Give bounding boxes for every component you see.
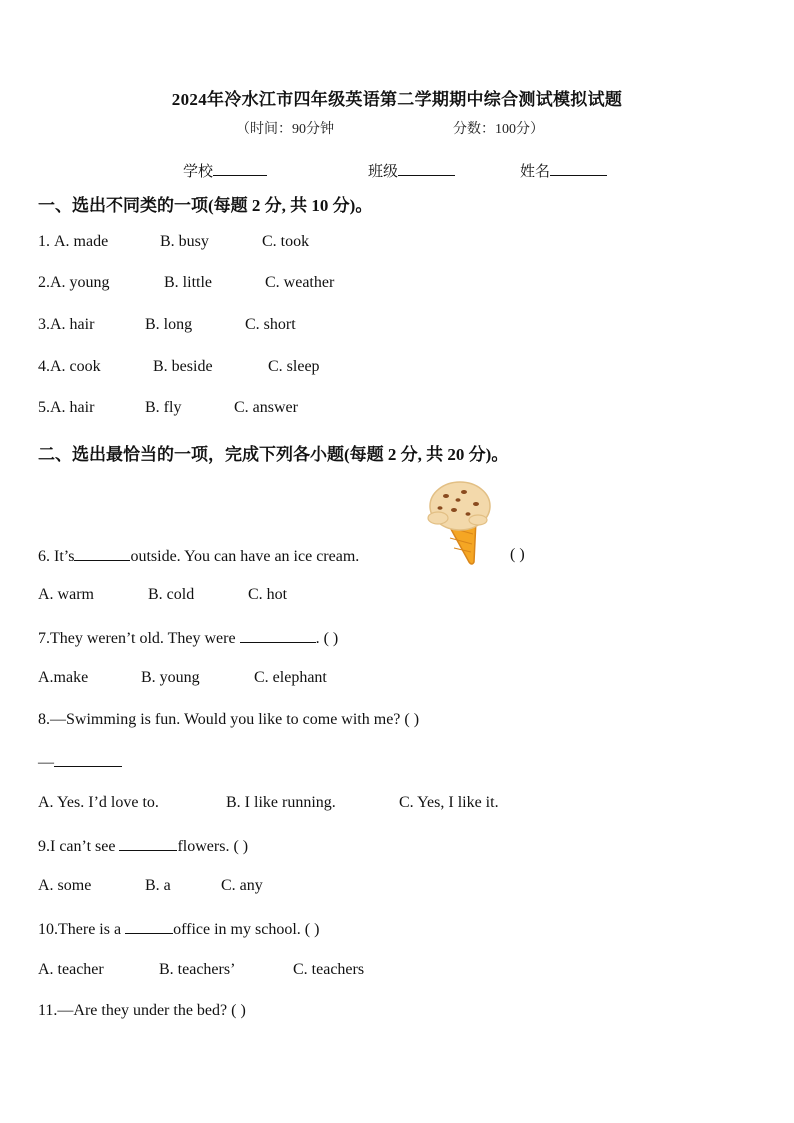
school-blank[interactable] [213,161,267,176]
section2-heading: 二、选出最恰当的一项，完成下列各小题(每题 2 分, 共 20 分)。 [38,445,509,464]
option-c: C. Yes, I like it. [399,794,499,811]
option-c: C. answer [234,399,298,416]
q7-suffix: . ( ) [315,630,339,647]
question-10-options [38,961,364,979]
option-c: C. sleep [268,358,320,375]
q6-suffix: outside. You can have an ice cream. [130,548,360,565]
class-field [368,160,455,181]
question-number: 1. [38,233,54,250]
name-label: 姓名 [520,164,551,180]
option-a: A. cook [50,358,101,375]
option-b: B. little [164,274,212,291]
question-1 [38,233,309,251]
exam-time: （时间：90分钟 [236,122,334,137]
question-9-options [38,877,263,895]
option-c: C. short [245,316,296,333]
question-3 [38,316,296,334]
page-title: 2024年冷水江市四年级英语第二学期期中综合测试模拟试题 [171,90,623,109]
class-label: 班级 [368,164,399,180]
question-7 [38,628,338,648]
answer-blank[interactable] [240,628,316,643]
q10-prefix: 10.There is a [38,921,122,938]
question-number: 5. [38,399,50,416]
question-8-options [38,794,499,812]
question-2 [38,274,334,292]
section1-heading: 一、选出不同类的一项(每题 2 分, 共 10 分)。 [38,196,373,215]
option-c: C. any [221,877,263,894]
option-b: B. I like running. [226,794,336,811]
option-c: C. hot [248,586,288,603]
answer-paren[interactable]: ( ) [510,546,525,563]
question-9 [38,836,248,856]
question-8-reply [38,752,122,772]
option-a: A. some [38,877,92,894]
option-a: A. hair [50,316,95,333]
question-number: 4. [38,358,50,375]
question-number: 2. [38,274,50,291]
option-a: A. made [54,233,109,250]
q9-prefix: 9.I can’t see [38,838,116,855]
q7-prefix: 7.They weren’t old. They were [38,630,236,647]
question-4 [38,358,320,376]
question-6-options [38,586,287,604]
q9-suffix: flowers. ( ) [177,838,249,855]
class-blank[interactable] [398,161,455,176]
option-c: C. took [262,233,310,250]
question-5 [38,399,298,417]
ice-cream-icon [424,476,494,566]
option-b: B. busy [160,233,209,250]
option-c: C. weather [265,274,335,291]
option-b: B. cold [148,586,195,603]
reply-dash: — [38,754,54,771]
option-a: A.make [38,669,89,686]
option-b: B. beside [153,358,213,375]
option-a: A. teacher [38,961,104,978]
q6-prefix: 6. It’s [38,548,75,565]
option-b: B. young [141,669,200,686]
option-b: B. teachers’ [159,961,236,978]
question-7-options [38,669,327,687]
option-c: C. teachers [293,961,365,978]
school-label: 学校 [183,164,214,180]
question-6 [38,546,359,566]
answer-blank[interactable] [119,836,177,851]
option-b: B. long [145,316,193,333]
option-c: C. elephant [254,669,327,686]
option-a: A. warm [38,586,94,603]
option-a: A. hair [50,399,95,416]
answer-blank[interactable] [74,546,130,561]
option-b: B. a [145,877,171,894]
question-8: 8.—Swimming is fun. Would you like to come with me? ( ) [38,711,420,728]
exam-score: 分数：100分） [453,122,544,137]
name-field [520,160,607,181]
option-b: B. fly [145,399,182,416]
question-11: 11.—Are they under the bed? ( ) [38,1002,246,1019]
answer-blank[interactable] [125,919,173,934]
answer-blank[interactable] [54,752,122,767]
question-number: 3. [38,316,50,333]
option-a: A. young [50,274,110,291]
q10-suffix: office in my school. ( ) [173,921,320,938]
option-a: A. Yes. I’d love to. [38,794,159,811]
question-10 [38,919,319,939]
name-blank[interactable] [550,161,607,176]
school-field [183,160,267,181]
